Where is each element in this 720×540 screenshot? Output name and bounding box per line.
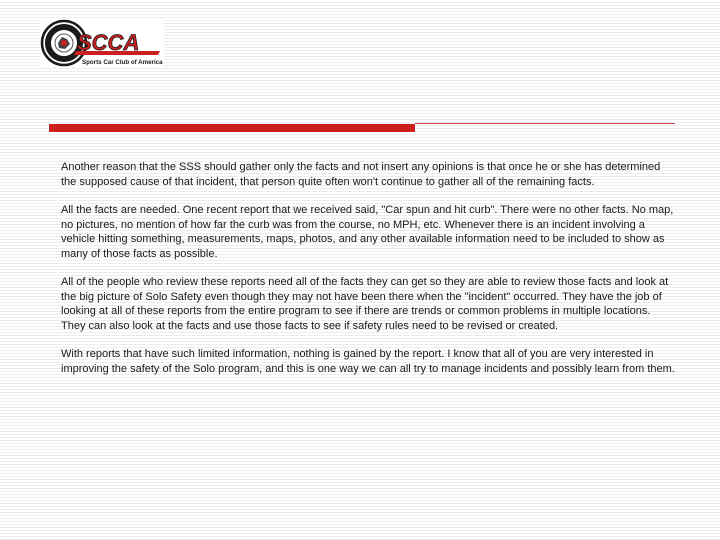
scca-logo-graphic: [40, 18, 164, 68]
paragraph-3: All of the people who review these reports need all of the facts they can get so they are able to review those facts and look at the big picture of Solo Safety even though they may not have been there when the "incident" occurred. They have the job of looking at all of these reports from the entire program to see if there are trends or common problems in multiple locations. They can also look at the facts and use those facts to see if safety rules need to be revised or created.: [61, 276, 669, 332]
logo-tagline: Sports Car Club of America: [82, 59, 163, 66]
header-thin-rule: [415, 123, 675, 124]
scca-logo: [40, 18, 164, 68]
logo-wordmark: SCCA: [77, 30, 140, 55]
paragraph-4: With reports that have such limited information, nothing is gained by the report. I know that all of you are very interested in improving the safety of the Solo program, and this is one way we can all try to manage incidents and possibly learn from them.: [61, 348, 675, 375]
header-red-bar: [49, 124, 415, 132]
paragraph-2: All the facts are needed. One recent report that we received said, "Car spun and hit curb". There were no other facts. No map, no pictures, no mention of how far the curb was from the course, no MPH, etc. Whenever there is an incident involving a vehicle hitting something, measurements, maps, photos, and any other available information need to be included to show as many of those facts as possible.: [61, 204, 674, 260]
slide-body: [61, 160, 677, 390]
paragraph-1: Another reason that the SSS should gather only the facts and not insert any opinions is that once he or she has determined the supposed cause of that incident, that person quite often won't continue to gather all of the remaining facts.: [61, 161, 661, 188]
